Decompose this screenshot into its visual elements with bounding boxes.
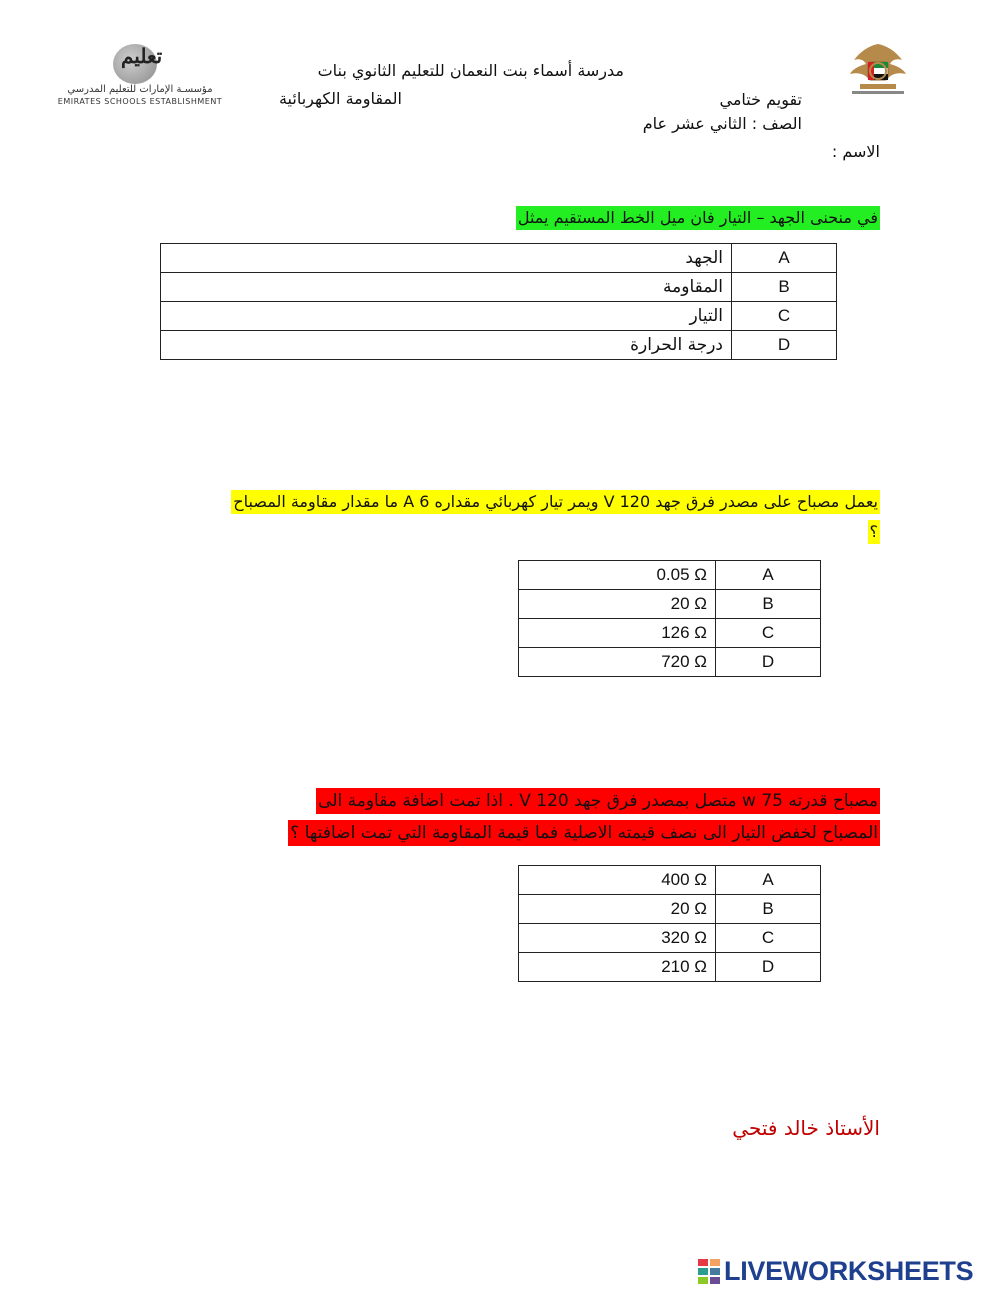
- question-3-options: [518, 865, 821, 982]
- logo-word: تعليم: [121, 44, 163, 68]
- question-3-line-1: مصباح قدرته 75 w متصل بمصدر فرق جهد 120 V . اذا تمت اضافة مقاومة الى: [316, 788, 880, 814]
- liveworksheets-icon: [698, 1259, 720, 1283]
- option-letter: C: [732, 302, 837, 331]
- option-row[interactable]: [519, 619, 821, 648]
- option-letter: B: [716, 895, 821, 924]
- option-value: 400 Ω: [519, 866, 716, 895]
- question-3-line-2: المصباح لخفض التيار الى نصف قيمته الاصلية فما قيمة المقاومة التي تمت اضافتها ؟: [288, 820, 880, 846]
- option-row[interactable]: [519, 953, 821, 982]
- lesson-topic: المقاومة الكهربائية: [278, 89, 402, 108]
- uae-emblem-icon: [846, 40, 910, 96]
- option-row[interactable]: [519, 895, 821, 924]
- option-row[interactable]: [519, 590, 821, 619]
- option-value: 126 Ω: [519, 619, 716, 648]
- option-letter: B: [716, 590, 821, 619]
- question-2-options: [518, 560, 821, 677]
- logo-arabic-text: مؤسسـة الإمارات للتعليم المدرسي: [67, 84, 213, 95]
- option-row[interactable]: [161, 244, 837, 273]
- option-row[interactable]: [519, 866, 821, 895]
- option-value: 320 Ω: [519, 924, 716, 953]
- option-row[interactable]: [519, 924, 821, 953]
- option-letter: B: [732, 273, 837, 302]
- option-letter: C: [716, 619, 821, 648]
- liveworksheets-wordmark: LIVEWORKSHEETS: [724, 1256, 974, 1286]
- option-value: 20 Ω: [519, 895, 716, 924]
- option-value: 210 Ω: [519, 953, 716, 982]
- question-2-line-1: يعمل مصباح على مصدر فرق جهد 120 V ويمر تيار كهربائي مقداره 6 A ما مقدار مقاومة المصباح: [231, 490, 880, 514]
- question-1-options: [160, 243, 837, 360]
- option-row[interactable]: [161, 273, 837, 302]
- option-value: التيار: [161, 302, 732, 331]
- logo-english-text: EMIRATES SCHOOLS ESTABLISHMENT: [57, 97, 223, 106]
- option-value: 720 Ω: [519, 648, 716, 677]
- option-letter: A: [716, 866, 821, 895]
- grade-label: الصف : الثاني عشر عام: [642, 114, 802, 133]
- option-value: درجة الحرارة: [161, 331, 732, 360]
- option-row[interactable]: [519, 561, 821, 590]
- option-row[interactable]: [519, 648, 821, 677]
- option-letter: A: [732, 244, 837, 273]
- school-name: مدرسة أسماء بنت النعمان للتعليم الثانوي بنات: [317, 61, 624, 80]
- option-letter: D: [716, 953, 821, 982]
- option-value: 20 Ω: [519, 590, 716, 619]
- option-letter: D: [732, 331, 837, 360]
- option-letter: A: [716, 561, 821, 590]
- emirates-schools-logo: [55, 40, 225, 110]
- question-1-text: في منحنى الجهد – التيار فان ميل الخط المستقيم يمثل: [516, 206, 880, 230]
- option-row[interactable]: [161, 331, 837, 360]
- option-letter: C: [716, 924, 821, 953]
- option-letter: D: [716, 648, 821, 677]
- exam-type: تقويم ختامي: [719, 90, 802, 109]
- question-2-line-2: ؟: [868, 520, 881, 544]
- option-value: 0.05 Ω: [519, 561, 716, 590]
- option-row[interactable]: [161, 302, 837, 331]
- option-value: المقاومة: [161, 273, 732, 302]
- teacher-name: الأستاذ خالد فتحي: [732, 1116, 880, 1140]
- option-value: الجهد: [161, 244, 732, 273]
- taleem-logo-mark: [113, 40, 169, 86]
- student-name-label: الاسم :: [831, 142, 880, 161]
